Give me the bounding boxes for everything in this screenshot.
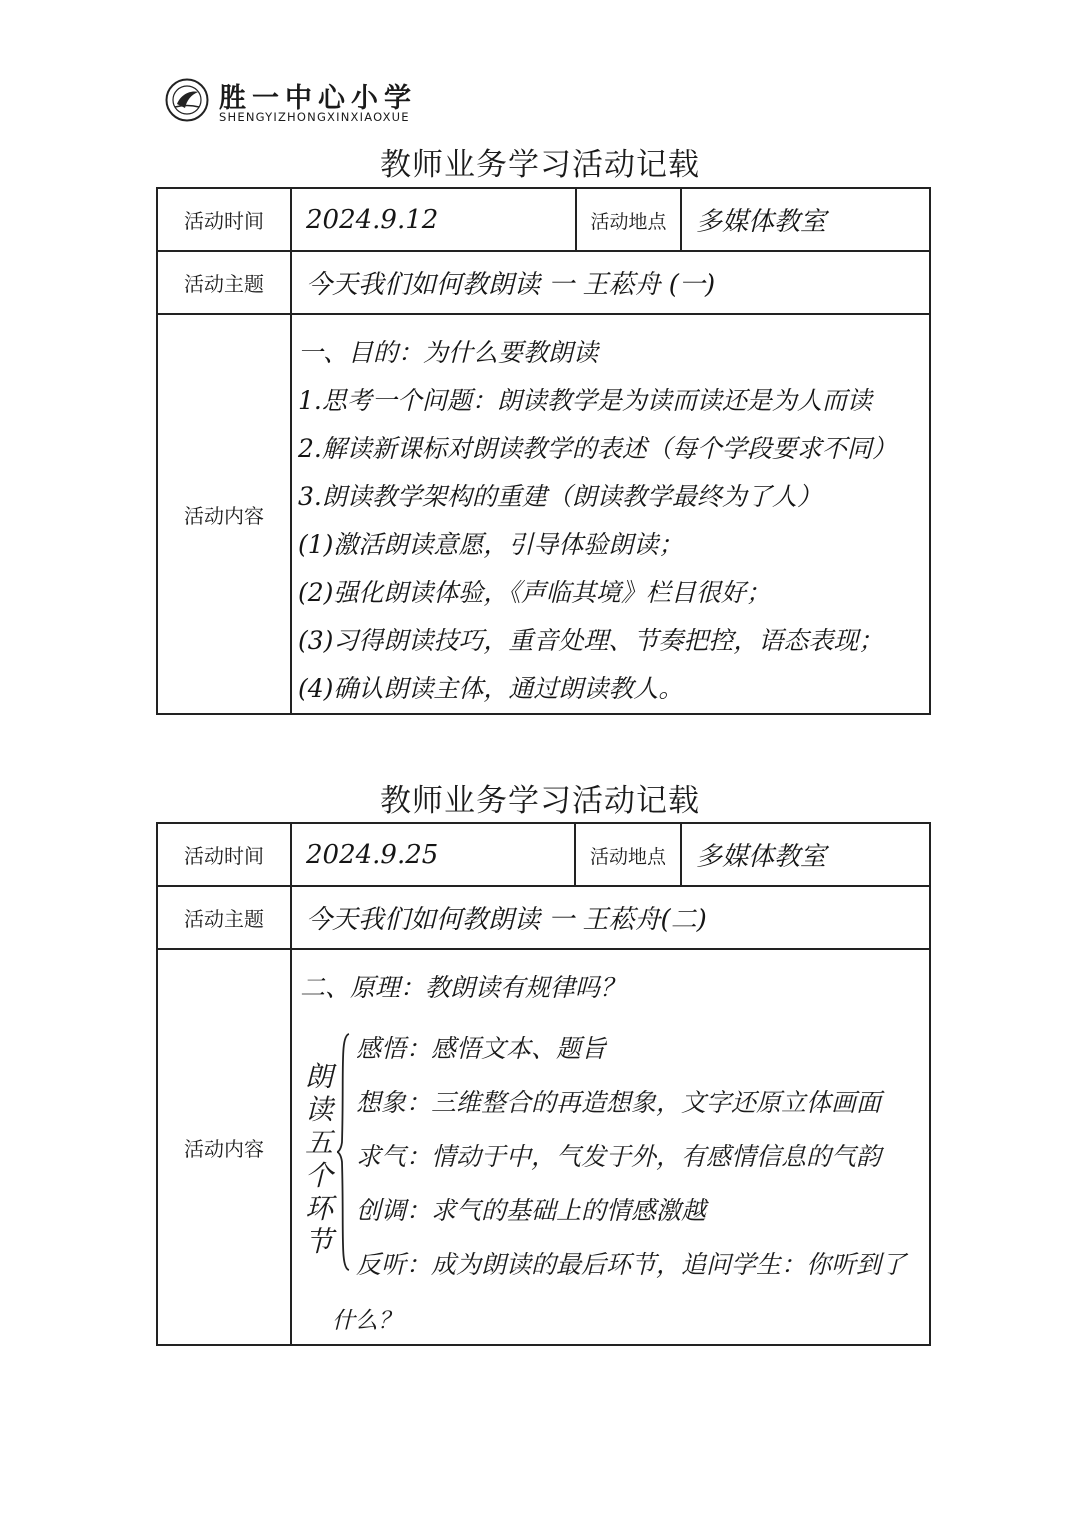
school-name: 胜一中心小学 [219, 83, 417, 114]
place-value: 多媒体教室 [681, 823, 930, 886]
step-item: 求气：情动于中，气发于外，有感情信息的气韵 [356, 1142, 882, 1171]
record-title: 教师业务学习活动记载 [380, 147, 700, 183]
topic-label: 活动主题 [157, 886, 291, 949]
record-table-2 [156, 822, 931, 1346]
step-item: 想象：三维整合的再造想象，文字还原立体画面 [356, 1088, 882, 1117]
school-pinyin: SHENGYIZHONGXINXIAOXUE [219, 110, 410, 124]
topic-label: 活动主题 [157, 251, 291, 314]
content-line: 1.思考一个问题：朗读教学是为读而读还是为人而读 [298, 386, 872, 415]
content-cell [291, 949, 930, 1345]
content-line: (4)确认朗读主体，通过朗读教人。 [298, 674, 684, 703]
content-label: 活动内容 [157, 949, 291, 1345]
school-logo-icon [165, 78, 209, 122]
content-line: (3)习得朗读技巧，重音处理、节奏把控，语态表现； [298, 626, 884, 655]
record-table-1 [156, 187, 931, 715]
time-label: 活动时间 [157, 188, 291, 251]
content-cell [291, 314, 930, 714]
steps-list [356, 1022, 906, 1292]
content-line: 3.朗读教学架构的重建（朗读教学最终为了人） [298, 482, 822, 511]
content-label: 活动内容 [157, 314, 291, 714]
content-line: (2)强化朗读体验，《声临其境》栏目很好； [298, 578, 771, 607]
time-value: 2024.9.12 [291, 188, 576, 251]
place-value: 多媒体教室 [681, 188, 930, 251]
steps-tail: 什么？ [332, 1308, 401, 1334]
step-item: 反听：成为朗读的最后环节，追问学生：你听到了 [356, 1250, 907, 1279]
record-title: 教师业务学习活动记载 [380, 783, 700, 819]
topic-value: 今天我们如何教朗读 一 王菘舟 (一) [291, 251, 930, 314]
step-item: 创调：求气的基础上的情感激越 [356, 1196, 707, 1225]
topic-value: 今天我们如何教朗读 一 王菘舟(二) [291, 886, 930, 949]
content-line: (1)激活朗读意愿，引导体验朗读； [298, 530, 684, 559]
content-line: 2.解读新课标对朗读教学的表述（每个学段要求不同） [298, 434, 897, 463]
content-heading: 二、原理：教朗读有规律吗？ [300, 973, 626, 1002]
vertical-label: 朗读五个环节 [304, 1060, 333, 1258]
time-value: 2024.9.25 [291, 823, 575, 886]
time-label: 活动时间 [157, 823, 291, 886]
step-item: 感悟：感悟文本、题旨 [356, 1034, 607, 1063]
place-label: 活动地点 [576, 188, 681, 251]
place-label: 活动地点 [575, 823, 681, 886]
brace-icon [336, 1032, 350, 1272]
content-line: 一、目的：为什么要教朗读 [298, 338, 599, 367]
